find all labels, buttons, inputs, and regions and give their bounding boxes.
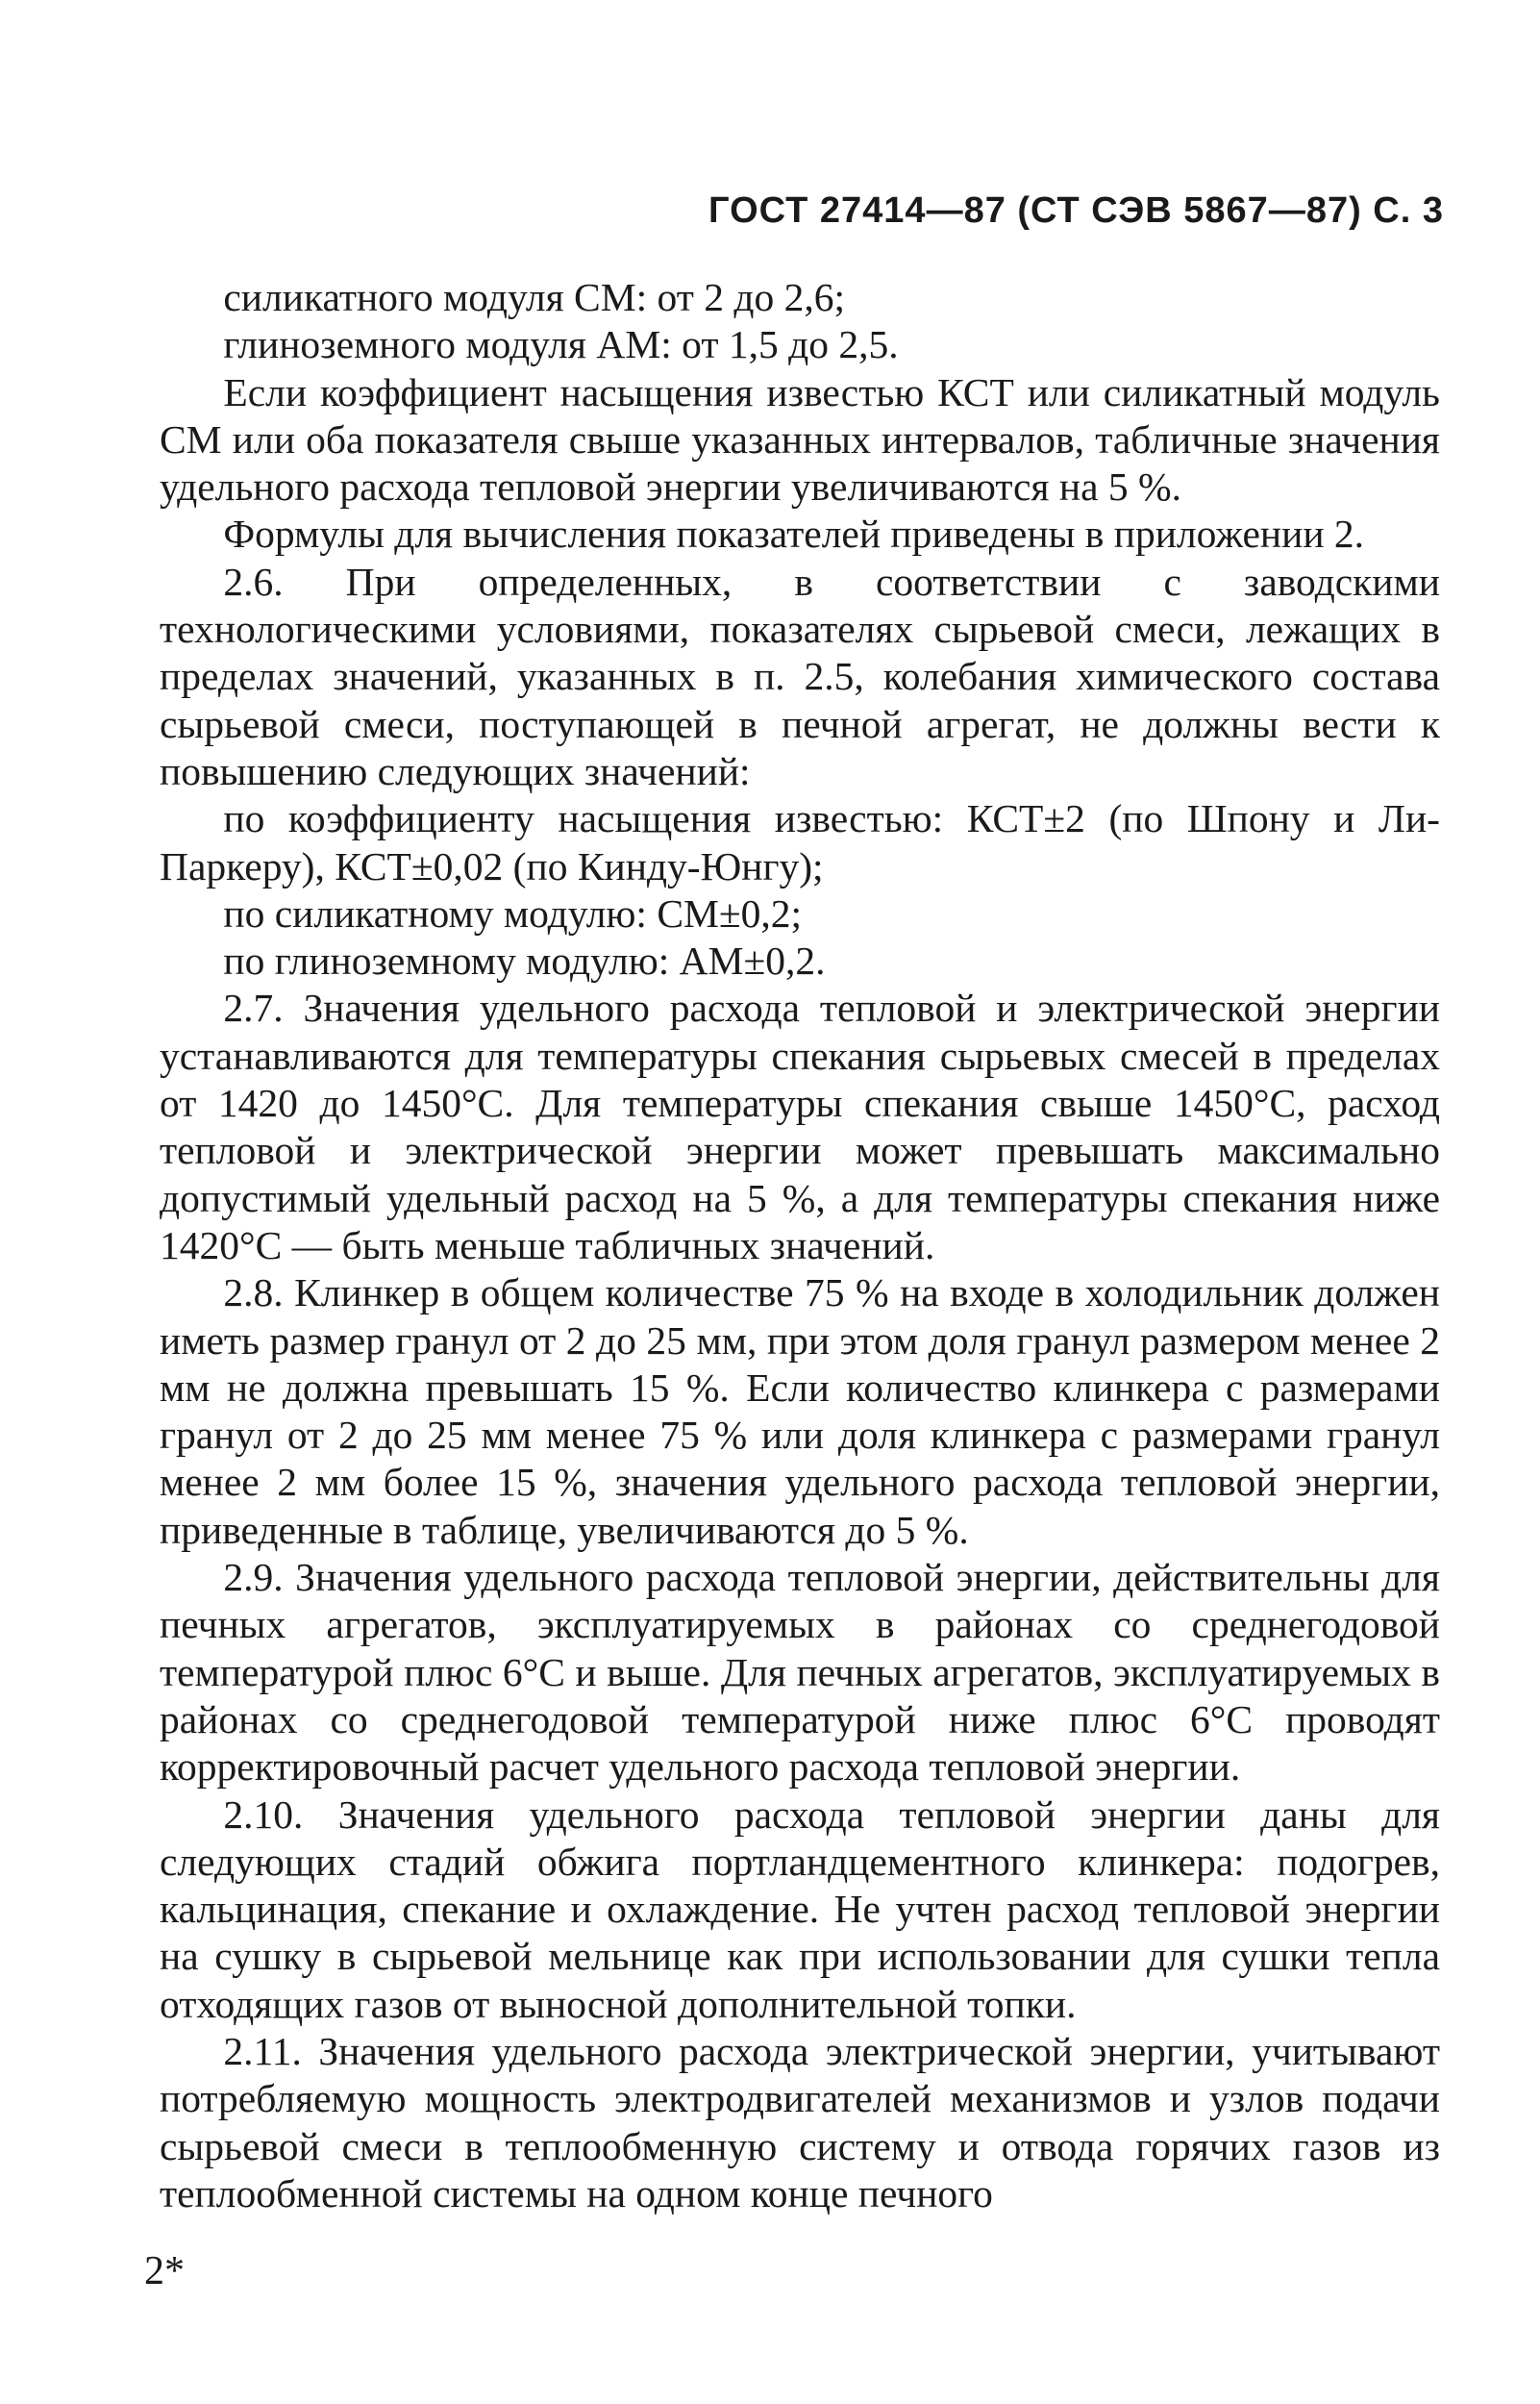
- paragraph-2-9: 2.9. Значения удельного расхода тепловой энергии, действительны для печных агрегатов, эксплуатируемых в районах со среднегодовой температурой плюс 6°С и выше. Для печных агрегатов, эксплуатируемых в районах со среднегодовой температурой ниже плюс 6°С проводят корректировочный расчет удельного расхода тепловой энергии.: [160, 1555, 1440, 1790]
- paragraph-kst-note: Если коэффициент насыщения известью КСТ или силикатный модуль СМ или оба показателя свыше указанных интервалов, табличные значения удельного расхода тепловой энергии увеличиваются на 5 %.: [160, 369, 1440, 510]
- paragraph-kst-tolerance: по коэффициенту насыщения известью: КСТ±2 (по Шпону и Ли-Паркеру), КСТ±0,02 (по Кинду-Юнгу);: [160, 796, 1440, 889]
- body-text: [160, 274, 1440, 2217]
- paragraph-formulas-note: Формулы для вычисления показателей приведены в приложении 2.: [223, 512, 1365, 557]
- paragraph-2-8: 2.8. Клинкер в общем количестве 75 % на входе в холодильник должен иметь размер гранул от 2 до 25 мм, при этом доля гранул размером менее 2 мм не должна превышать 15 %. Если количество клинкера с размерами гранул от 2 до 25 мм менее 75 % или доля клинкера с размерами гранул менее 2 мм более 15 %, значения удельного расхода тепловой энергии, приведенные в таблице, увеличиваются до 5 %.: [160, 1270, 1440, 1552]
- paragraph-sm-tolerance: по силикатному модулю: СМ±0,2;: [223, 890, 803, 936]
- paragraph-am-tolerance: по глиноземному модулю: АМ±0,2.: [223, 939, 826, 984]
- paragraph-2-10: 2.10. Значения удельного расхода тепловой энергии даны для следующих стадий обжига портландцементного клинкера: подогрев, кальцинация, спекание и охлаждение. Не учтен расход тепловой энергии на сушку в сырьевой мельнице как при использовании для сушки тепла отходящих газов от выносной дополнительной топки.: [160, 1791, 1440, 2026]
- paragraph-2-6: 2.6. При определенных, в соответствии с заводскими технологическими условиями, показателях сырьевой смеси, лежащих в пределах значений, указанных в п. 2.5, колебания химического состава сырьевой смеси, поступающей в печной агрегат, не должны вести к повышению следующих значений:: [160, 559, 1440, 793]
- paragraph-2-7: 2.7. Значения удельного расхода тепловой и электрической энергии устанавливаются для температуры спекания сырьевых смесей в пределах от 1420 до 1450°С. Для температуры спекания свыше 1450°С, расход тепловой и электрической энергии может превышать максимально допустимый удельный расход на 5 %, а для температуры спекания ниже 1420°С — быть меньше табличных значений.: [160, 986, 1440, 1267]
- page-header: ГОСТ 27414—87 (СТ СЭВ 5867—87) С. 3: [708, 190, 1444, 231]
- paragraph-silicate-modulus: силикатного модуля СМ: от 2 до 2,6;: [223, 275, 846, 319]
- paragraph-2-11: 2.11. Значения удельного расхода электрической энергии, учитывают потребляемую мощность электродвигателей механизмов и узлов подачи сырьевой смеси в теплообменную систему и отвода горячих газов из теплообменной системы на одном конце печного: [160, 2028, 1440, 2216]
- page-signature-mark: 2*: [144, 2249, 185, 2293]
- paragraph-alumina-modulus: глиноземного модуля АМ: от 1,5 до 2,5.: [223, 322, 899, 367]
